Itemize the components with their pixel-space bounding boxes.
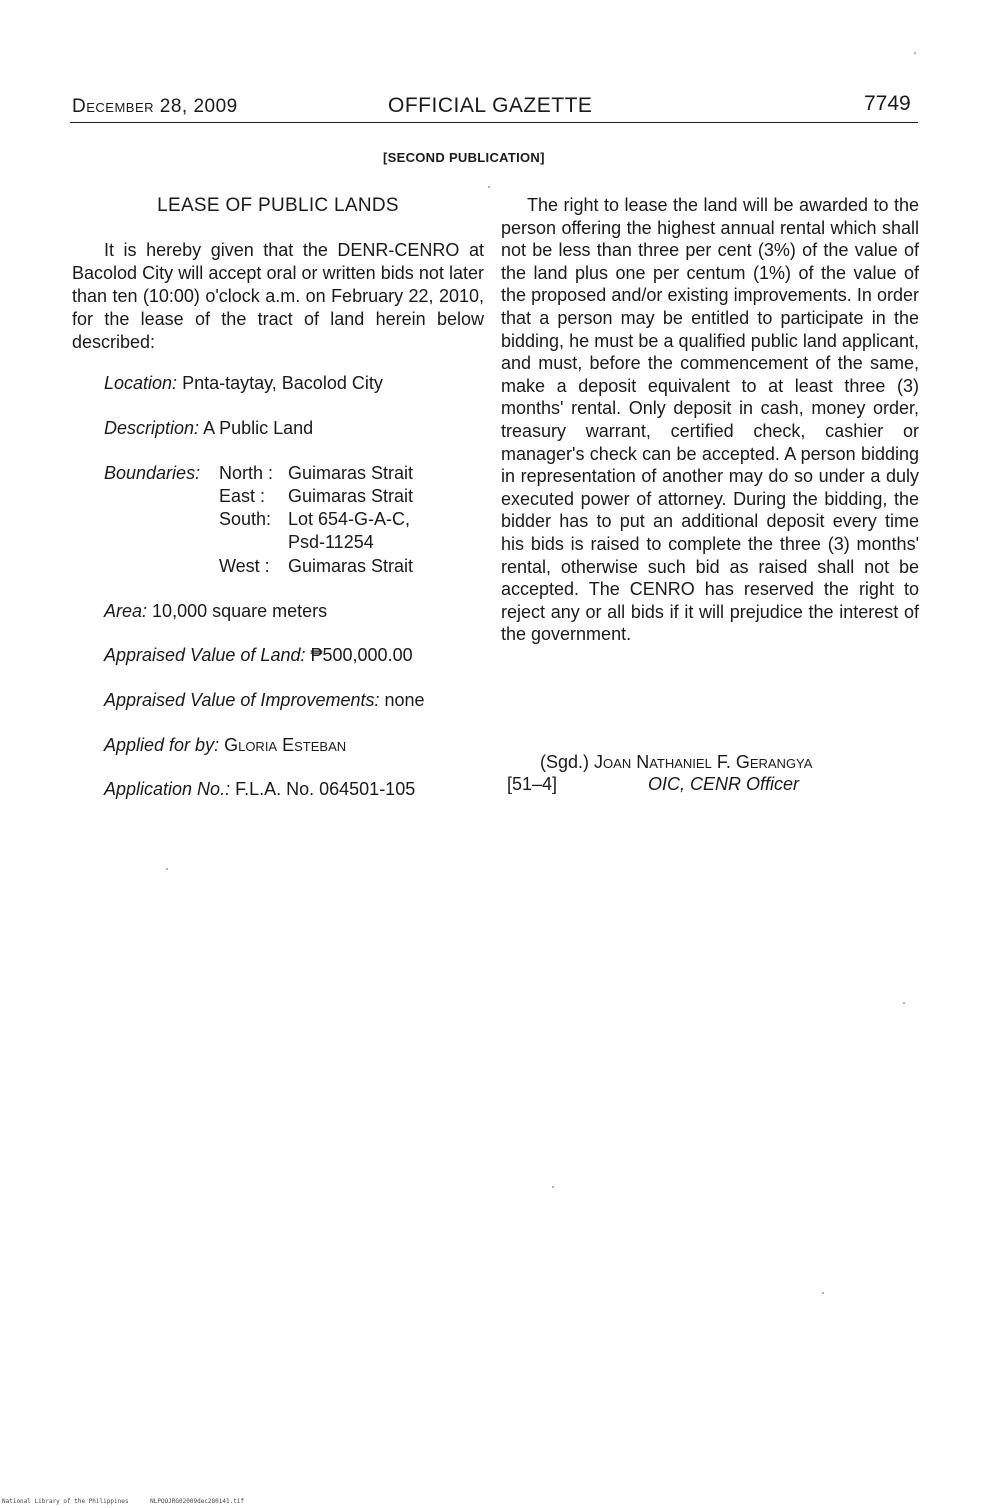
left-column: [72, 194, 484, 799]
description-value: A Public Land: [203, 418, 314, 438]
notice-intro: It is hereby given that the DENR-CENRO at Bacolod City will accept oral or written bids not later than ten (10:00) o'clock a.m. on February 22, 2010, for the lease of the tract of land herein below described:: [72, 240, 484, 352]
right-column: [501, 194, 919, 646]
applied-for-by-field: [104, 734, 346, 757]
boundaries-label: Boundaries:: [104, 463, 201, 483]
header-rule: [70, 122, 918, 123]
signature-ref: [51–4]: [507, 774, 558, 794]
application-no-label: Application No.:: [104, 779, 231, 799]
signature-name: Joan Nathaniel F. Gerangya: [594, 752, 813, 772]
scan-speck: [488, 186, 490, 188]
appraised-improvements-value: none: [384, 690, 425, 710]
area-value: 10,000 square meters: [152, 601, 328, 621]
header-date: December 28, 2009: [72, 96, 238, 117]
footer-file: NLPOOJRG02009dec280141.tif: [150, 1498, 245, 1505]
boundary-west-dir: West :: [219, 556, 270, 576]
boundary-south-value-2: Psd-11254: [288, 532, 374, 552]
footer-library: National Library of the Philippines: [2, 1498, 129, 1505]
area-field: [104, 600, 327, 623]
appraised-improvements-field: [104, 689, 425, 712]
page-number: 7749: [864, 92, 911, 115]
boundary-south-dir: South:: [219, 509, 272, 529]
appraised-land-value: ₱500,000.00: [310, 645, 413, 665]
description-label: Description:: [104, 418, 200, 438]
notice-title: LEASE OF PUBLIC LANDS: [157, 195, 399, 216]
boundary-south-value: Lot 654-G-A-C,: [288, 509, 411, 529]
location-value: Pnta-taytay, Bacolod City: [182, 373, 383, 393]
appraised-land-field: [104, 644, 413, 667]
boundary-east-value: Guimaras Strait: [288, 486, 414, 506]
location-field: [104, 372, 383, 395]
description-field: [104, 417, 313, 440]
boundary-north-dir: North :: [219, 463, 274, 483]
area-label: Area:: [104, 601, 148, 621]
scan-speck: [166, 868, 168, 870]
location-label: Location:: [104, 373, 178, 393]
applied-for-by-label: Applied for by:: [104, 735, 220, 755]
appraised-land-label: Appraised Value of Land:: [104, 645, 306, 665]
application-no-value: F.L.A. No. 064501-105: [235, 779, 416, 799]
scan-speck: [552, 1186, 554, 1188]
scan-footer: [2, 1498, 244, 1505]
header-title: OFFICIAL GAZETTE: [388, 94, 593, 117]
scan-speck: [914, 52, 916, 54]
signature-sgd: (Sgd.): [540, 752, 590, 772]
scan-speck: [822, 1292, 824, 1294]
boundary-east-dir: East :: [219, 486, 266, 506]
notice-body: The right to lease the land will be awarded to the person offering the highest annual rental which shall not be less than three per cent (3%) of the value of the land plus one per centum (1%) of the value of the proposed and/or existing improvements. In order that a person may be entitled to participate in the bidding, he must be a qualified public land applicant, and must, before the commencement of the same, make a deposit equivalent to at least three (3) months' rental. Only deposit in cash, money order, treasury warrant, certified check, cashier or manager's check can be accepted. A person bidding in representation of another may do so under a duly executed power of attorney. During the bidding, the bidder has to put an additional deposit every time his bids is raised to complete the three (3) months' rental, otherwise such bid as raised shall not be accepted. The CENRO has reserved the right to reject any or all bids if it will prejudice the interest of the government.: [501, 195, 919, 645]
publication-label: [SECOND PUBLICATION]: [383, 150, 545, 165]
boundary-north-value: Guimaras Strait: [288, 463, 414, 483]
appraised-improvements-label: Appraised Value of Improvements:: [104, 690, 380, 710]
scan-speck: [903, 1002, 905, 1004]
boundary-west-value: Guimaras Strait: [288, 556, 414, 576]
application-no-field: [104, 778, 415, 801]
signature-title: OIC, CENR Officer: [648, 774, 800, 794]
applied-for-by-value: Gloria Esteban: [224, 735, 347, 755]
signature-name-line: [540, 752, 812, 773]
